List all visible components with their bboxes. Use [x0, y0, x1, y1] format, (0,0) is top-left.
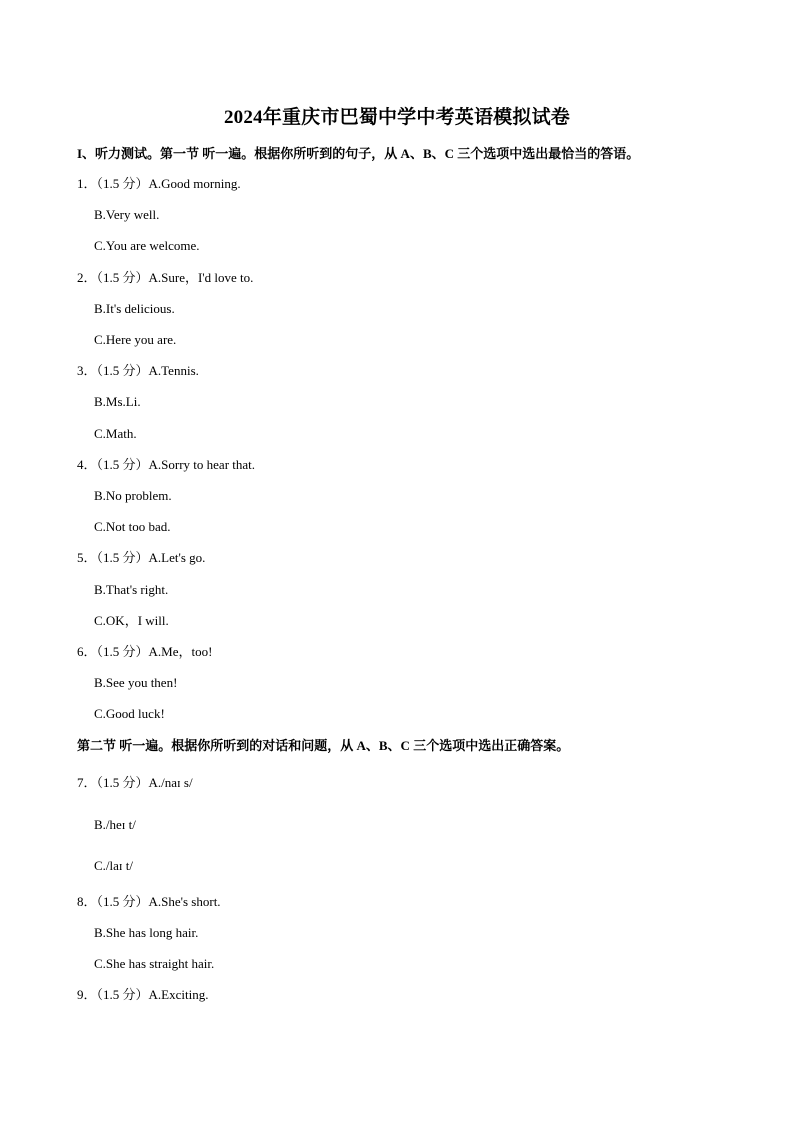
option-a: A.Me，too!	[148, 644, 213, 659]
page-title: 2024年重庆市巴蜀中学中考英语模拟试卷	[223, 107, 570, 128]
question-number: 9．（1.5 分）	[77, 987, 149, 1002]
question-6	[77, 644, 212, 660]
option-a: A.Exciting.	[148, 987, 209, 1002]
question-1-option-c: C.You are welcome.	[94, 238, 200, 253]
section-2-heading: 第二节 听一遍。根据你所听到的对话和问题，从 A、B、C 三个选项中选出正确答案。	[77, 738, 570, 753]
question-8-option-b: B.She has long hair.	[94, 925, 199, 940]
question-3-option-b: B.Ms.Li.	[94, 394, 141, 409]
question-2-option-c: C.Here you are.	[94, 332, 177, 347]
question-6-option-c: C.Good luck!	[94, 706, 165, 721]
question-1-option-b: B.Very well.	[94, 207, 160, 222]
question-5-option-b: B.That's right.	[94, 582, 169, 597]
option-a: A.Let's go.	[148, 550, 206, 565]
question-9	[77, 987, 208, 1003]
question-6-option-b: B.See you then!	[94, 675, 178, 690]
question-number: 8．（1.5 分）	[77, 894, 149, 909]
question-5-option-c: C.OK，I will.	[94, 613, 169, 628]
question-1	[77, 176, 241, 192]
option-a: A.Good morning.	[148, 176, 241, 191]
question-number: 6．（1.5 分）	[77, 644, 149, 659]
option-a: A.Tennis.	[148, 363, 199, 378]
question-8	[77, 894, 221, 910]
question-7	[77, 775, 193, 791]
question-7-option-b: B./heɪ t/	[94, 817, 136, 832]
question-8-option-c: C.She has straight hair.	[94, 956, 215, 971]
question-3-option-c: C.Math.	[94, 426, 137, 441]
question-4-option-b: B.No problem.	[94, 488, 172, 503]
question-7-option-c: C./laɪ t/	[94, 858, 133, 873]
question-3	[77, 363, 199, 379]
question-number: 4．（1.5 分）	[77, 457, 149, 472]
section-1-heading: I、听力测试。第一节 听一遍。根据你所听到的句子，从 A、B、C 三个选项中选出最恰当的答语。	[77, 146, 640, 161]
question-number: 2．（1.5 分）	[77, 270, 149, 285]
option-a: A./naɪ s/	[148, 775, 193, 790]
question-number: 1．（1.5 分）	[77, 176, 149, 191]
question-2	[77, 270, 253, 286]
question-5	[77, 550, 205, 566]
option-a: A.Sorry to hear that.	[148, 457, 256, 472]
question-number: 5．（1.5 分）	[77, 550, 149, 565]
question-2-option-b: B.It's delicious.	[94, 301, 175, 316]
question-4	[77, 457, 255, 473]
question-4-option-c: C.Not too bad.	[94, 519, 171, 534]
option-a: A.Sure，I'd love to.	[148, 270, 254, 285]
option-a: A.She's short.	[148, 894, 221, 909]
question-number: 7．（1.5 分）	[77, 775, 149, 790]
question-number: 3．（1.5 分）	[77, 363, 149, 378]
